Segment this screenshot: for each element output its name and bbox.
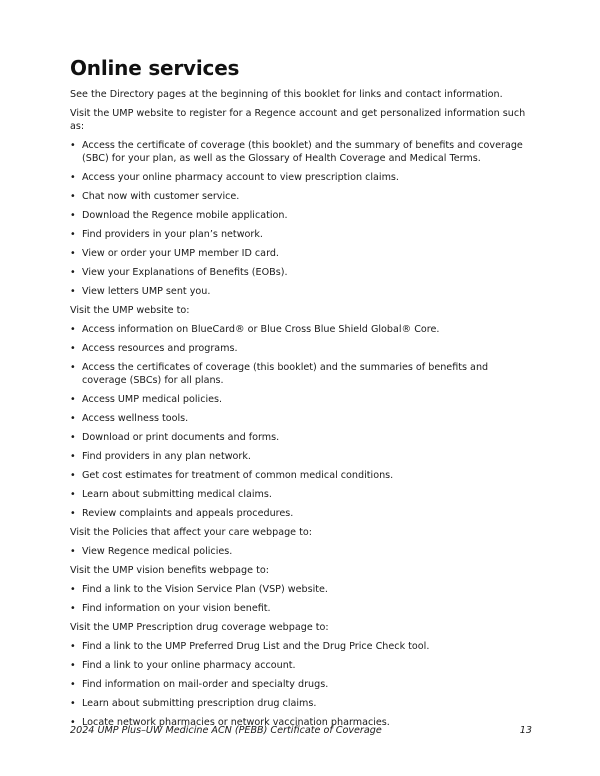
bullet-icon: • [70, 140, 76, 151]
list-item [70, 602, 532, 615]
list-item-text: Find a link to the UMP Preferred Drug List and the Drug Price Check tool. [82, 641, 430, 652]
bullet-list [70, 545, 532, 558]
list-item-text: Access resources and programs. [82, 343, 238, 354]
list-item [70, 450, 532, 463]
list-item-text: Access the certificate of coverage (this booklet) and the summary of benefits and coverage (SBC) for your plan, as well as the Glossary of Health Coverage and Medical Terms. [82, 140, 523, 164]
list-item-text: Find information on your vision benefit. [82, 603, 271, 614]
list-item [70, 431, 532, 444]
bullet-icon: • [70, 210, 76, 221]
list-item-text: Review complaints and appeals procedures. [82, 508, 294, 519]
bullet-list [70, 323, 532, 520]
list-item-text: Access information on BlueCard® or Blue Cross Blue Shield Global® Core. [82, 324, 440, 335]
list-item-text: View or order your UMP member ID card. [82, 248, 279, 259]
list-item [70, 139, 532, 165]
bullet-icon: • [70, 248, 76, 259]
list-item-text: Download the Regence mobile application. [82, 210, 288, 221]
list-item [70, 640, 532, 653]
bullet-icon: • [70, 489, 76, 500]
list-item-text: Download or print documents and forms. [82, 432, 280, 443]
list-item-text: Find information on mail-order and specialty drugs. [82, 679, 329, 690]
bullet-icon: • [70, 394, 76, 405]
list-item [70, 228, 532, 241]
bullet-icon: • [70, 717, 76, 728]
list-item [70, 323, 532, 336]
bullet-list [70, 583, 532, 615]
list-item-text: View Regence medical policies. [82, 546, 233, 557]
sections-container [70, 107, 532, 729]
bullet-icon: • [70, 432, 76, 443]
bullet-icon: • [70, 508, 76, 519]
bullet-icon: • [70, 470, 76, 481]
list-item [70, 171, 532, 184]
footer-page-number: 13 [519, 725, 532, 736]
bullet-icon: • [70, 660, 76, 671]
section-heading: Visit the UMP vision benefits webpage to: [70, 565, 269, 576]
bullet-list [70, 640, 532, 729]
bullet-icon: • [70, 413, 76, 424]
list-item-text: Find a link to the Vision Service Plan (VSP) website. [82, 584, 328, 595]
list-item [70, 247, 532, 260]
bullet-icon: • [70, 324, 76, 335]
list-item-text: Get cost estimates for treatment of common medical conditions. [82, 470, 394, 481]
bullet-icon: • [70, 584, 76, 595]
list-item [70, 507, 532, 520]
bullet-icon: • [70, 229, 76, 240]
list-item [70, 583, 532, 596]
page-title: Online services [70, 56, 240, 80]
bullet-icon: • [70, 679, 76, 690]
bullet-icon: • [70, 698, 76, 709]
bullet-icon: • [70, 451, 76, 462]
list-item-text: Find providers in your plan’s network. [82, 229, 263, 240]
list-item-text: Learn about submitting prescription drug claims. [82, 698, 317, 709]
bullet-icon: • [70, 546, 76, 557]
list-item [70, 697, 532, 710]
intro-paragraph: See the Directory pages at the beginning of this booklet for links and contact information. [70, 89, 503, 100]
list-item-text: Chat now with customer service. [82, 191, 240, 202]
bullet-icon: • [70, 362, 76, 373]
bullet-icon: • [70, 603, 76, 614]
bullet-list [70, 139, 532, 298]
footer-document-title: 2024 UMP Plus–UW Medicine ACN (PEBB) Certificate of Coverage [70, 725, 382, 736]
list-item [70, 659, 532, 672]
list-item [70, 342, 532, 355]
bullet-icon: • [70, 286, 76, 297]
list-item [70, 393, 532, 406]
list-item-text: View your Explanations of Benefits (EOBs). [82, 267, 288, 278]
list-item-text: Access wellness tools. [82, 413, 189, 424]
section-heading: Visit the UMP website to: [70, 305, 190, 316]
bullet-icon: • [70, 172, 76, 183]
list-item [70, 678, 532, 691]
list-item [70, 545, 532, 558]
list-item-text: Access UMP medical policies. [82, 394, 223, 405]
list-item-text: View letters UMP sent you. [82, 286, 211, 297]
list-item-text: Access your online pharmacy account to view prescription claims. [82, 172, 399, 183]
list-item-text: Access the certificates of coverage (this booklet) and the summaries of benefits and coverage (SBCs) for all plans. [82, 362, 489, 386]
list-item-text: Locate network pharmacies or network vaccination pharmacies. [82, 717, 390, 728]
list-item [70, 469, 532, 482]
bullet-icon: • [70, 343, 76, 354]
list-item [70, 361, 532, 387]
list-item-text: Learn about submitting medical claims. [82, 489, 272, 500]
list-item [70, 266, 532, 279]
list-item [70, 190, 532, 203]
bullet-icon: • [70, 641, 76, 652]
list-item [70, 412, 532, 425]
list-item-text: Find providers in any plan network. [82, 451, 251, 462]
section-heading: Visit the UMP Prescription drug coverage webpage to: [70, 622, 329, 633]
bullet-icon: • [70, 191, 76, 202]
list-item [70, 209, 532, 222]
list-item [70, 488, 532, 501]
list-item [70, 285, 532, 298]
section-heading: Visit the Policies that affect your care webpage to: [70, 527, 313, 538]
page-footer [70, 724, 532, 737]
document-page [70, 56, 532, 735]
bullet-icon: • [70, 267, 76, 278]
list-item-text: Find a link to your online pharmacy account. [82, 660, 296, 671]
section-heading: Visit the UMP website to register for a Regence account and get personalized information such as: [70, 108, 526, 132]
